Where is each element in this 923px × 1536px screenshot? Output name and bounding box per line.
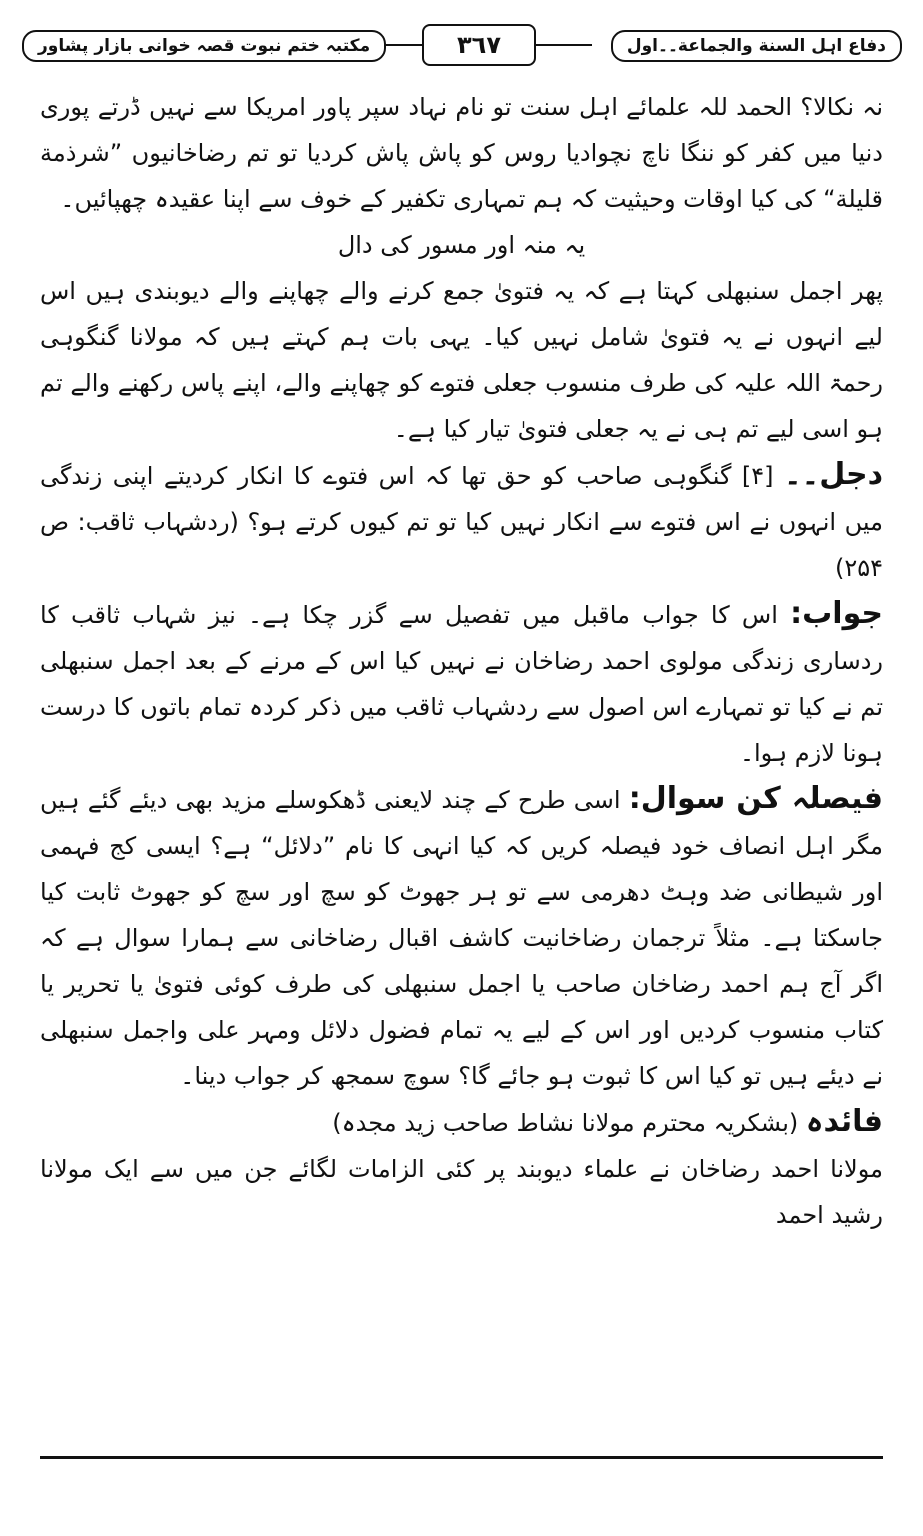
publisher-name: مکتبہ ختم نبوت قصہ خوانی بازار پشاور [22,30,386,62]
paragraph-text: (بشکریہ محترم مولانا نشاط صاحب زید مجدہ) [332,1109,799,1137]
paragraph-intro [40,84,883,222]
footer-rule [40,1456,883,1459]
paragraph-text: پھر اجمل سنبھلی کہتا ہے کہ یہ فتویٰ جمع کرنے والے چھاپنے والے دیوبندی ہیں اس لیے انہوں نے یہ فتویٰ شامل نہیں کیا۔ یہی بات ہم کہتے ہیں کہ مولانا گنگوہی رحمۃ اللہ علیہ کی طرف منسوب جعلی فتوے کو چھاپنے والے، اپنے پاس رکھنے والے تم ہو اسی لیے تم ہی نے یہ جعلی فتویٰ تیار کیا ہے۔ [40,277,883,443]
section-heading: یہ منہ اور مسور کی دال [337,231,586,259]
book-title: دفاع اہل السنة والجماعة۔۔اول [611,30,902,62]
paragraph-text: [۴] گنگوہی صاحب کو حق تھا کہ اس فتوے کا انکار کردیتے اپنی زندگی میں انہوں نے اس فتوے سے انکار نہیں کیا تو تم کیوں کرتے ہو؟ (ردشہاب ثاقب: ص ۲۵۴) [40,462,883,582]
page-number: ٣٦٧ [422,24,536,66]
paragraph-jawab [40,591,883,776]
paragraph-decisive-question [40,776,883,1099]
paragraph-text: اسی طرح کے چند لایعنی ڈھکوسلے مزید بھی دیئے گئے ہیں مگر اہل انصاف خود فیصلہ کریں کہ کیا انہی کا نام ”دلائل“ ہے؟ ایسی کج فہمی اور شیطانی ضد وہٹ دھرمی سے تو ہر جھوٹ کو سچ اور سچ کو جھوٹ ثابت کیا جاسکتا ہے۔ مثلاً ترجمان رضاخانیت کاشف اقبال رضاخانی سے ہمارا سوال ہے کہ اگر آج ہم احمد رضاخان صاحب یا اجمل سنبھلی کی طرف کوئی فتویٰ یا تحریر یا کتاب منسوب کردیں اور اس کے لیے یہ تمام فضول دلائل ومہر علی واجمل سنبھلی نے دیئے ہیں تو کیا اس کا ثبوت ہو جائے گا؟ سوچ سمجھ کر جواب دینا۔ [40,786,883,1090]
term-faida: فائدہ [805,1104,883,1139]
term-jawab: جواب: [790,596,883,631]
paragraph-text: نہ نکالا؟ الحمد للہ علمائے اہل سنت تو نام نہاد سپر پاور امریکا سے نہیں ڈرتے پوری دنیا میں کفر کو ننگا ناچ نچوادیا روس کو پاش پاش کردیا تو تم رضاخانیوں ”شرذمة قلیلة“ کی کیا اوقات وحیثیت کہ ہم تمہاری تکفیر کے خوف سے اپنا عقیدہ چھپائیں۔ [40,93,883,213]
paragraph-dajal [40,452,883,591]
paragraph-text: مولانا احمد رضاخان نے علماء دیوبند پر کئی الزامات لگائے جن میں سے ایک مولانا رشید احمد [40,1155,883,1229]
paragraph-last [40,1146,883,1238]
paragraph-text: اس کا جواب ماقبل میں تفصیل سے گزر چکا ہے۔ نیز شہاب ثاقب کا ردساری زندگی مولوی احمد رضاخان نے نہیں کیا اس کے مرنے کے بعد اجمل سنبھلی تم نے کیا تو تمہارے اس اصول سے ردشہاب ثاقب میں ذکر کردہ تمام باتوں کا درست ہونا لازم ہوا۔ [40,601,883,767]
term-decisive-question: فیصلہ کن سوال: [628,781,883,816]
term-dajal: دجل۔۔ [784,457,883,492]
paragraph-faida [40,1099,883,1146]
header-rule-right [532,44,592,46]
page-header [22,20,902,68]
page-body [40,84,883,1238]
paragraph-ajmal [40,268,883,452]
